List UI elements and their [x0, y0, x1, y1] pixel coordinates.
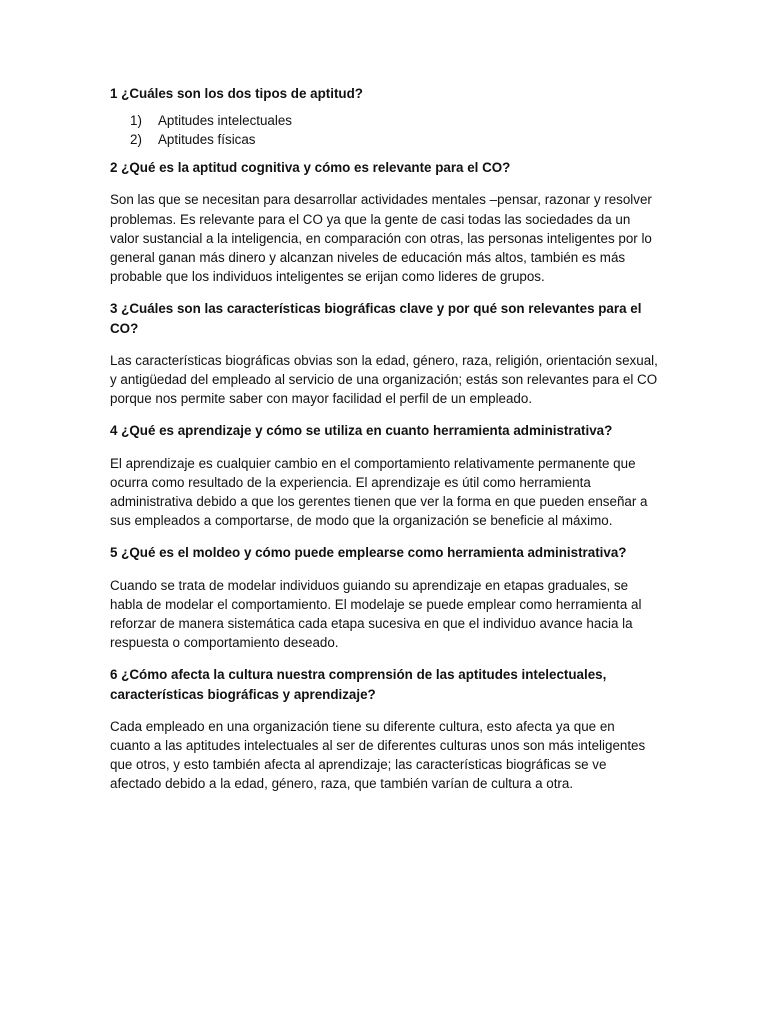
question-heading: 4 ¿Qué es aprendizaje y cómo se utiliza en cuanto herramienta administrativa? — [110, 423, 613, 439]
question-heading: 2 ¿Qué es la aptitud cognitiva y cómo es relevante para el CO? — [110, 160, 511, 176]
answer-paragraph: Cada empleado en una organización tiene su diferente cultura, esto afecta ya que en cuanto a las aptitudes intelectuales al ser de diferentes culturas unos son más inteligentes que otros, y esto también afecta al aprendizaje; las características biográficas se ve afectado debido a la edad, género, raza, que también varían de cultura a otra. — [110, 718, 646, 792]
question-block-5 — [110, 543, 658, 652]
question-block-3 — [110, 299, 658, 408]
question-block-6 — [110, 665, 658, 793]
list-item-number: 2) — [130, 131, 142, 147]
list-item — [110, 131, 658, 150]
list-item-text: Aptitudes intelectuales — [158, 113, 292, 129]
answer-paragraph: Las características biográficas obvias son la edad, género, raza, religión, orientación sexual, y antigüedad del empleado al servicio de una organización; estás son relevantes para el CO porque nos permite saber con mayor facilidad el perfil de un empleado. — [110, 352, 658, 407]
question-block-1 — [110, 84, 658, 149]
document-page — [110, 84, 658, 807]
list-item-number: 1) — [130, 113, 142, 129]
question-block-2 — [110, 158, 658, 286]
question-block-4 — [110, 421, 658, 530]
question-heading: 3 ¿Cuáles son las características biográficas clave y por qué son relevantes para el CO? — [110, 301, 642, 336]
answer-paragraph: Cuando se trata de modelar individuos guiando su aprendizaje en etapas graduales, se habla de modelar el comportamiento. El modelaje se puede emplear como herramienta al reforzar de manera sistemática cada etapa sucesiva en que el individuo avance hacia la respuesta o comportamiento deseado. — [110, 577, 642, 651]
list-item — [110, 112, 658, 131]
answer-paragraph: Son las que se necesitan para desarrollar actividades mentales –pensar, razonar y resolver problemas. Es relevante para el CO ya que la gente de casi todas las sociedades da un valor sustancial a la inteligencia, en comparación con otras, las personas inteligentes por lo general ganan más dinero y alcanzan niveles de educación más altos, también es más probable que los individuos inteligentes se erijan como lideres de grupos. — [110, 192, 652, 285]
aptitude-types-list — [110, 112, 658, 149]
answer-paragraph: El aprendizaje es cualquier cambio en el comportamiento relativamente permanente que ocurra como resultado de la experiencia. El aprendizaje es útil como herramienta administrativa debido a que los gerentes tienen que ver la forma en que pueden enseñar a sus empleados a comportarse, de modo que la organización se beneficie al máximo. — [110, 455, 648, 529]
question-heading: 1 ¿Cuáles son los dos tipos de aptitud? — [110, 86, 363, 101]
list-item-text: Aptitudes físicas — [158, 131, 256, 147]
question-heading: 5 ¿Qué es el moldeo y cómo puede emplearse como herramienta administrativa? — [110, 545, 627, 561]
question-heading: 6 ¿Cómo afecta la cultura nuestra comprensión de las aptitudes intelectuales, características biográficas y aprendizaje? — [110, 667, 607, 702]
